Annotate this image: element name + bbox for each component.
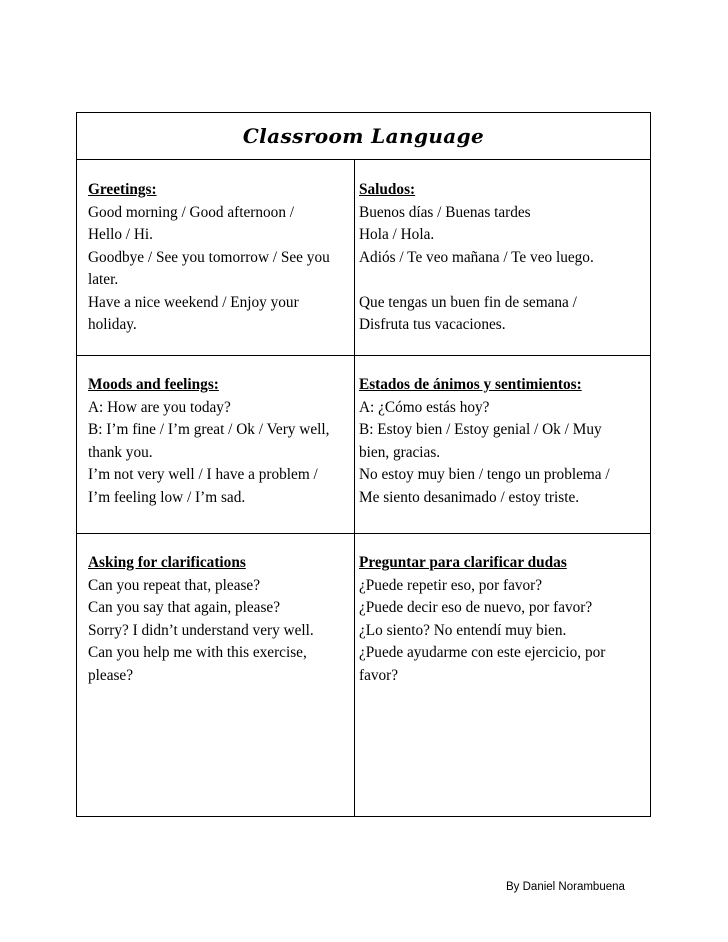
phrase-line: Goodbye / See you tomorrow / See you <box>88 248 330 266</box>
section-heading: Preguntar para clarificar dudas <box>359 554 567 571</box>
phrase-line: ¿Puede repetir eso, por favor? <box>359 576 543 594</box>
phrase-line: Sorry? I didn’t understand very well. <box>88 621 314 639</box>
phrase-line: Have a nice weekend / Enjoy your <box>88 293 299 311</box>
section-heading: Greetings: <box>88 181 157 198</box>
spanish-cell <box>359 374 649 509</box>
spanish-cell <box>359 179 649 337</box>
phrase-line: I’m feeling low / I’m sad. <box>88 488 246 506</box>
phrase-line: Hola / Hola. <box>359 226 435 243</box>
author-footer: By Daniel Norambuena <box>506 881 625 893</box>
section-row <box>77 160 650 356</box>
title-row <box>77 113 650 160</box>
phrase-line: Disfruta tus vacaciones. <box>359 316 506 333</box>
phrase-line: A: ¿Cómo estás hoy? <box>359 398 490 416</box>
english-cell <box>88 552 350 687</box>
phrase-line: I’m not very well / I have a problem / <box>88 466 318 483</box>
phrase-line: ¿Lo siento? No entendí muy bien. <box>359 621 567 639</box>
phrase-line: A: How are you today? <box>88 398 231 416</box>
page-title: Classroom Language <box>242 124 485 148</box>
section-row <box>77 356 650 534</box>
phrase-line: later. <box>88 271 119 288</box>
phrase-line: thank you. <box>88 443 153 461</box>
phrase-line: ¿Puede ayudarme con este ejercicio, por <box>359 644 606 661</box>
phrase-line: Can you repeat that, please? <box>88 576 261 594</box>
phrase-line: No estoy muy bien / tengo un problema / <box>359 466 610 483</box>
section-heading: Asking for clarifications <box>88 554 246 571</box>
phrase-line: Que tengas un buen fin de semana / <box>359 293 577 311</box>
language-table <box>76 112 651 817</box>
phrase-line: Can you say that again, please? <box>88 599 280 616</box>
phrase-line: favor? <box>359 666 399 684</box>
phrase-line: Buenos días / Buenas tardes <box>359 203 531 221</box>
phrase-line: Me siento desanimado / estoy triste. <box>359 488 580 506</box>
english-cell <box>88 374 350 509</box>
phrase-line: please? <box>88 666 134 684</box>
phrase-line: holiday. <box>88 316 137 333</box>
phrase-line: B: I’m fine / I’m great / Ok / Very well, <box>88 421 330 438</box>
phrase-line: Good morning / Good afternoon / <box>88 203 295 221</box>
phrase-line: bien, gracias. <box>359 443 441 461</box>
phrase-line: Adiós / Te veo mañana / Te veo luego. <box>359 248 594 266</box>
phrase-line: ¿Puede decir eso de nuevo, por favor? <box>359 599 593 616</box>
section-row <box>77 534 650 816</box>
phrase-line: Hello / Hi. <box>88 226 154 243</box>
phrase-line: B: Estoy bien / Estoy genial / Ok / Muy <box>359 421 602 438</box>
phrase-line: Can you help me with this exercise, <box>88 644 307 661</box>
section-heading: Saludos: <box>359 181 416 198</box>
column-divider <box>354 160 355 816</box>
english-cell <box>88 179 350 337</box>
blank-line <box>359 269 649 292</box>
section-heading: Estados de ánimos y sentimientos: <box>359 376 582 393</box>
section-heading: Moods and feelings: <box>88 376 219 393</box>
spanish-cell <box>359 552 649 687</box>
